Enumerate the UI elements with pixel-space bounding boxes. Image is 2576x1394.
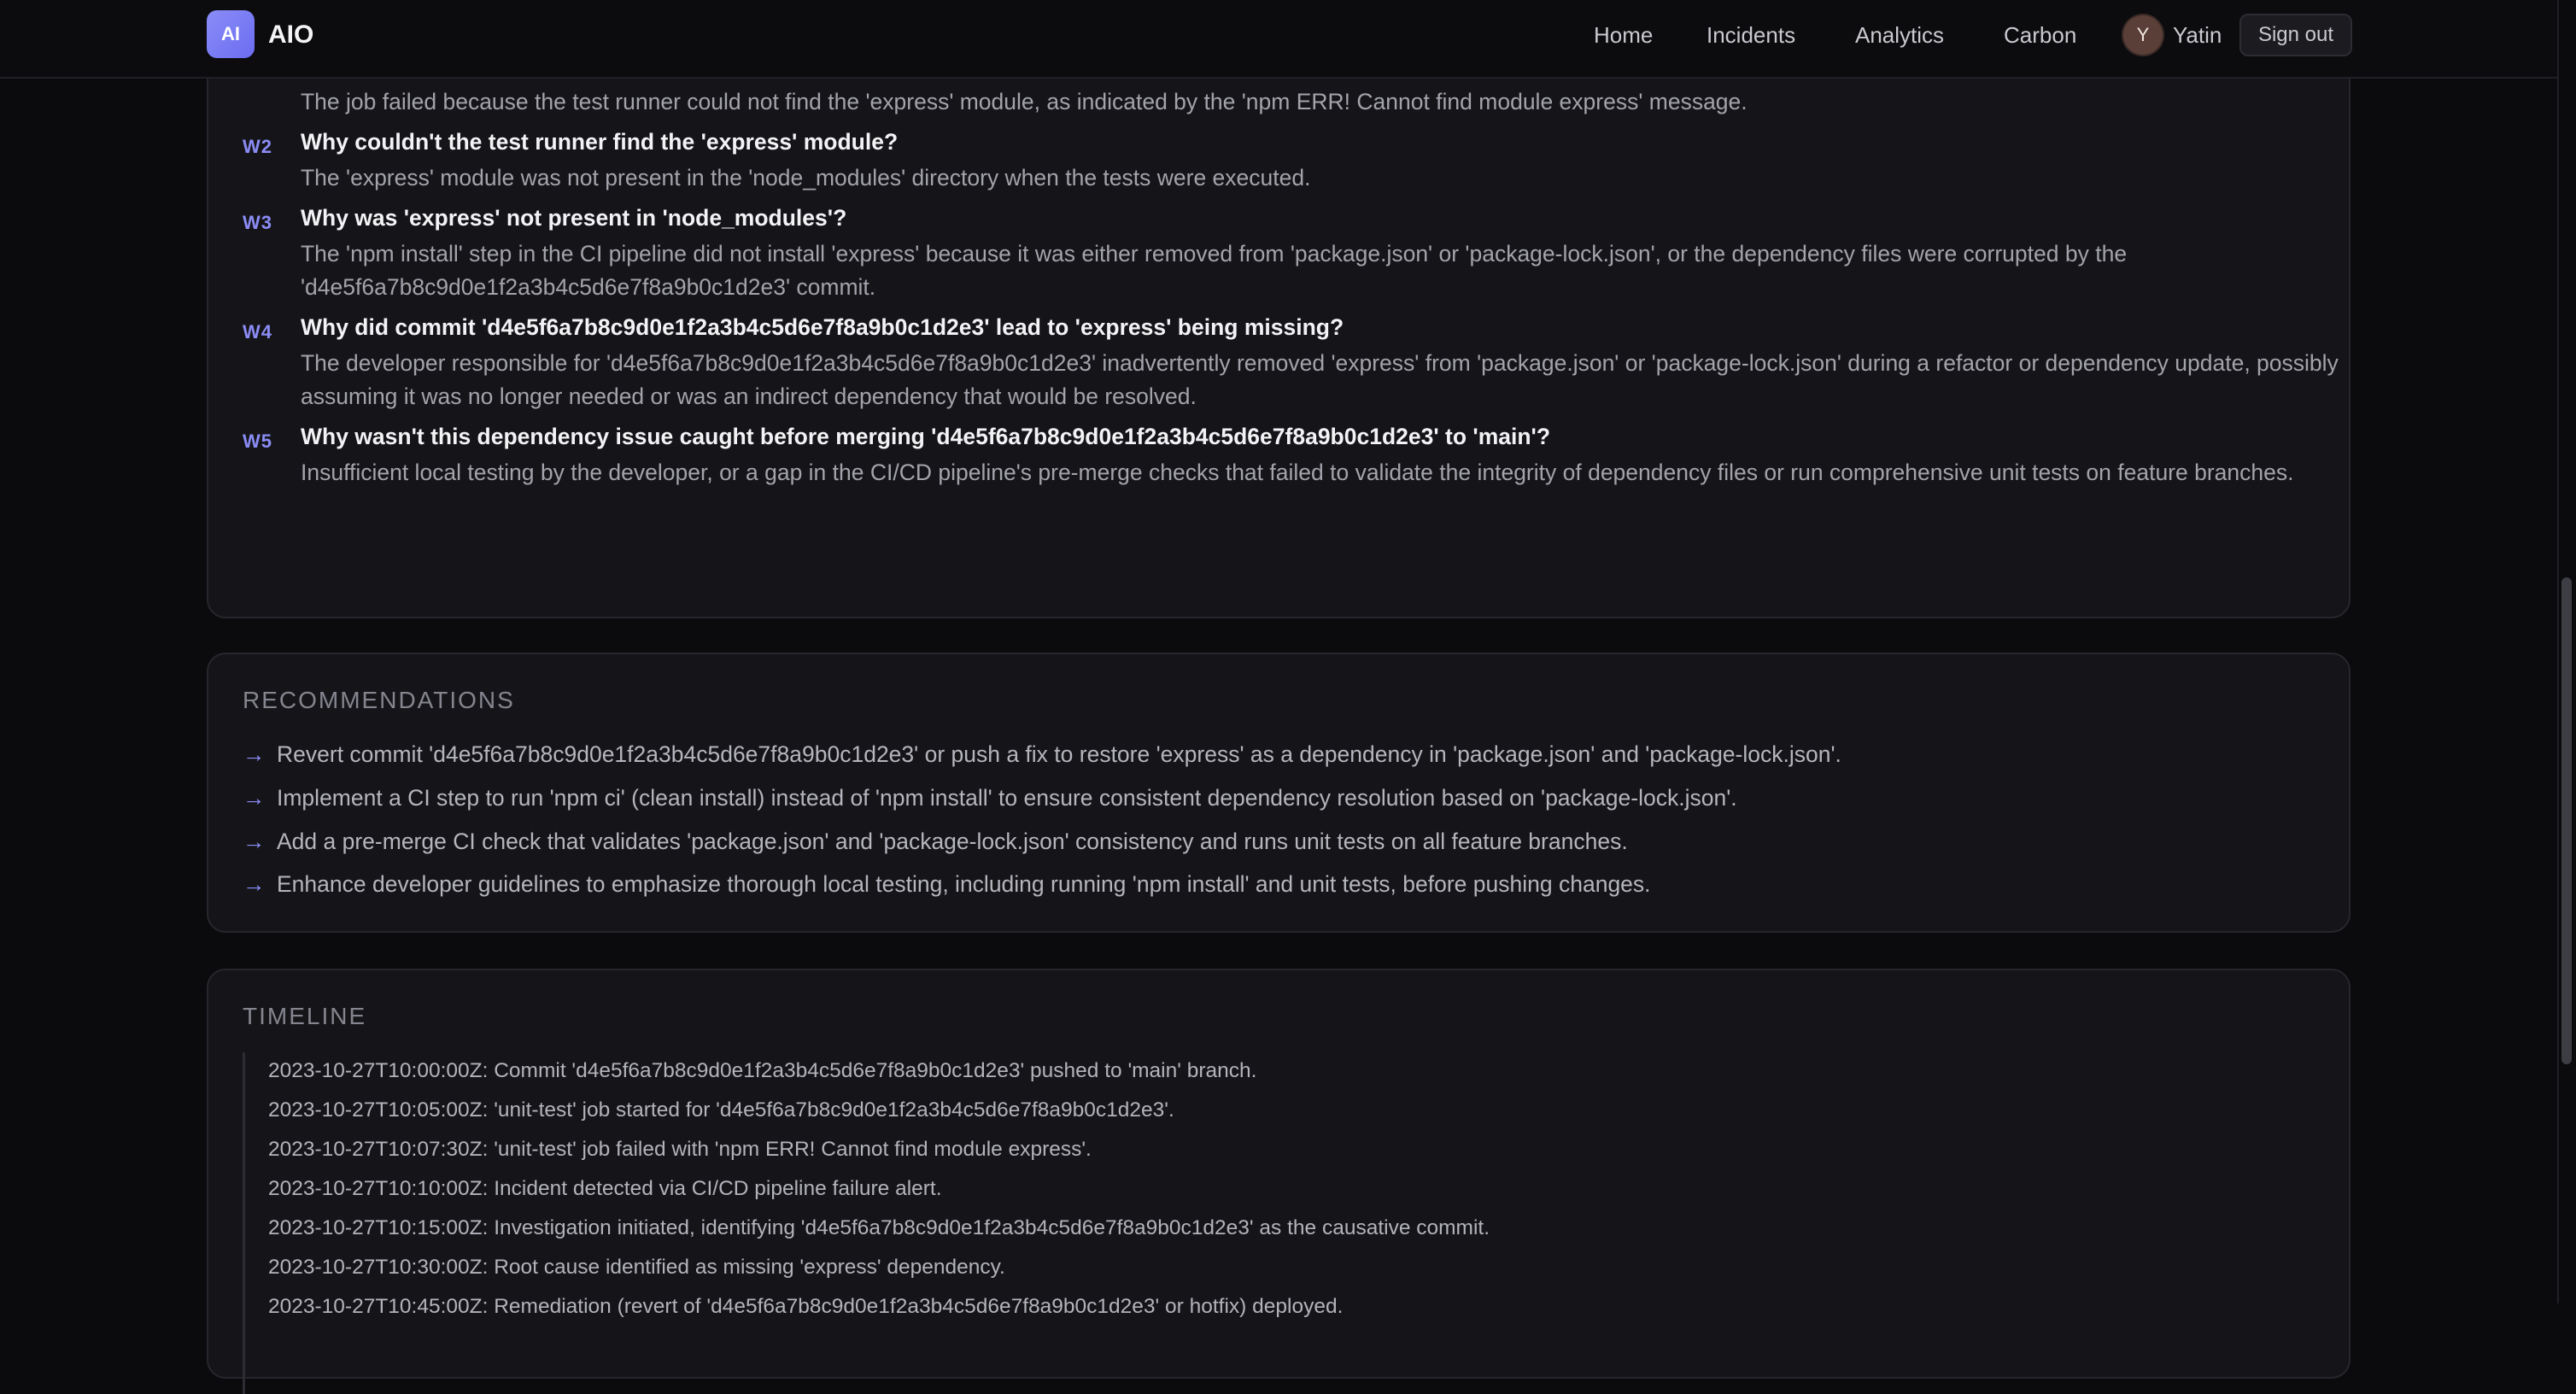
page-scrollbar-thumb[interactable] xyxy=(2561,577,2572,1064)
timeline-entry: 2023-10-27T10:15:00Z: Investigation initiated, identifying 'd4e5f6a7b8c9d0e1f2a3b4c5d6e7f8a9b0c1d2e3' as the causative commit. xyxy=(268,1216,1490,1239)
recommendation-text: Implement a CI step to run 'npm ci' (clean install) instead of 'npm install' to ensure consistent dependency resolution based on 'package-lock.json'. xyxy=(277,785,1737,811)
why-answer: The 'npm install' step in the CI pipeline did not install 'express' because it was either removed from 'package.json' or 'package-lock.json', or the dependency files were corrupted by the 'd4e5f6a7b8c9d0e1f2a3b4c5d6e7f8a9b0c1d2e3' commit. xyxy=(301,241,2128,300)
logo-icon[interactable]: AI xyxy=(207,10,255,58)
app-name[interactable]: AIO xyxy=(268,20,314,49)
avatar[interactable]: Y xyxy=(2123,15,2163,55)
nav-home-link[interactable]: Home xyxy=(1594,22,1654,48)
recommendation-item xyxy=(243,785,1737,811)
timeline-entry: 2023-10-27T10:10:00Z: Incident detected via CI/CD pipeline failure alert. xyxy=(268,1177,942,1200)
arrow-right-icon: → xyxy=(243,829,266,854)
recommendations-heading: RECOMMENDATIONS xyxy=(243,687,515,713)
why-answer: The 'express' module was not present in the 'node_modules' directory when the tests were executed. xyxy=(301,165,1311,190)
sign-out-button[interactable]: Sign out xyxy=(2239,14,2352,56)
top-navbar xyxy=(0,0,2557,79)
nav-carbon-link[interactable]: Carbon xyxy=(2004,22,2077,48)
timeline-entry: 2023-10-27T10:00:00Z: Commit 'd4e5f6a7b8c9d0e1f2a3b4c5d6e7f8a9b0c1d2e3' pushed to 'main' branch. xyxy=(268,1059,1257,1082)
why-badge: W2 xyxy=(243,136,272,157)
nav-analytics-link[interactable]: Analytics xyxy=(1855,22,1945,48)
timeline-heading: TIMELINE xyxy=(243,1003,367,1029)
why-answer: Insufficient local testing by the developer, or a gap in the CI/CD pipeline's pre-merge checks that failed to validate the integrity of dependency files or run comprehensive unit tests on feature branches. xyxy=(301,460,2294,485)
why-badge: W3 xyxy=(243,212,272,233)
why-badge: W5 xyxy=(243,430,272,452)
why-question: Why was 'express' not present in 'node_modules'? xyxy=(301,205,847,231)
arrow-right-icon: → xyxy=(243,871,266,897)
arrow-right-icon: → xyxy=(243,741,266,767)
recommendations-card xyxy=(207,653,2351,933)
recommendation-item xyxy=(243,741,1841,768)
timeline-entry: 2023-10-27T10:45:00Z: Remediation (revert of 'd4e5f6a7b8c9d0e1f2a3b4c5d6e7f8a9b0c1d2e3' or hotfix) deployed. xyxy=(268,1295,1344,1318)
timeline-entry: 2023-10-27T10:05:00Z: 'unit-test' job started for 'd4e5f6a7b8c9d0e1f2a3b4c5d6e7f8a9b0c1d2e3'. xyxy=(268,1098,1174,1122)
five-whys-card xyxy=(207,0,2351,618)
timeline-entry: 2023-10-27T10:07:30Z: 'unit-test' job failed with 'npm ERR! Cannot find module express'. xyxy=(268,1138,1092,1161)
recommendation-item xyxy=(243,829,1628,855)
recommendation-text: Enhance developer guidelines to emphasize thorough local testing, including running 'npm install' and unit tests, before pushing changes. xyxy=(277,871,1651,897)
user-name: Yatin xyxy=(2173,22,2222,48)
nav-incidents-link[interactable]: Incidents xyxy=(1707,22,1796,48)
why-answer: The job failed because the test runner could not find the 'express' module, as indicated by the 'npm ERR! Cannot find module express' message. xyxy=(301,89,1748,114)
timeline-card xyxy=(207,969,2351,1379)
timeline-entry: 2023-10-27T10:30:00Z: Root cause identified as missing 'express' dependency. xyxy=(268,1256,1005,1279)
timeline-rail xyxy=(243,1052,245,1394)
arrow-right-icon: → xyxy=(243,785,266,811)
why-question: Why did commit 'd4e5f6a7b8c9d0e1f2a3b4c5d6e7f8a9b0c1d2e3' lead to 'express' being missing? xyxy=(301,314,1344,340)
why-question: Why wasn't this dependency issue caught before merging 'd4e5f6a7b8c9d0e1f2a3b4c5d6e7f8a9b0c1d2e3' to 'main'? xyxy=(301,424,1551,449)
recommendation-text: Revert commit 'd4e5f6a7b8c9d0e1f2a3b4c5d6e7f8a9b0c1d2e3' or push a fix to restore 'express' as a dependency in 'package.json' and 'package-lock.json'. xyxy=(277,741,1841,767)
recommendation-text: Add a pre-merge CI check that validates 'package.json' and 'package-lock.json' consistency and runs unit tests on all feature branches. xyxy=(277,829,1628,854)
recommendation-item xyxy=(243,871,1651,898)
why-answer: The developer responsible for 'd4e5f6a7b8c9d0e1f2a3b4c5d6e7f8a9b0c1d2e3' inadvertently removed 'express' from 'package.json' or 'package-lock.json' during a refactor or dependency update, possibly assuming it was no longer needed or was an indirect dependency that would be resolved. xyxy=(301,350,2339,409)
why-badge: W4 xyxy=(243,321,272,343)
why-question: Why couldn't the test runner find the 'express' module? xyxy=(301,129,899,155)
